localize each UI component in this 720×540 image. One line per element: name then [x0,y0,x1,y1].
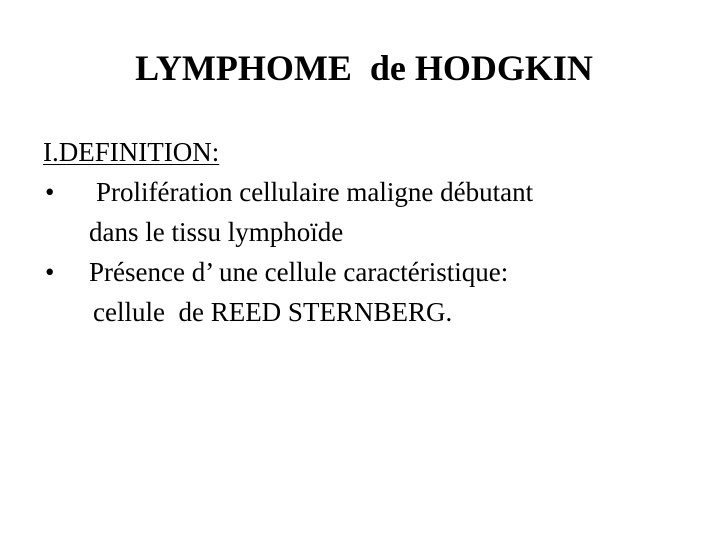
slide-body [43,132,703,332]
bullet-icon: • [45,257,55,287]
bullet-icon: • [45,177,55,207]
bullet-line: dans le tissu lymphoïde [89,217,344,247]
bullet-item [43,172,703,252]
bullet-item [43,252,703,332]
bullet-line: Prolifération cellulaire maligne débutant [96,177,534,207]
bullet-line: cellule de REED STERNBERG. [93,297,453,327]
bullet-line: Présence d’ une cellule caractéristique: [89,257,509,287]
slide-title: LYMPHOME de HODGKIN [135,48,593,88]
bullet-text [89,172,703,252]
bullet-text [89,252,703,332]
section-heading: I.DEFINITION: [43,137,220,167]
